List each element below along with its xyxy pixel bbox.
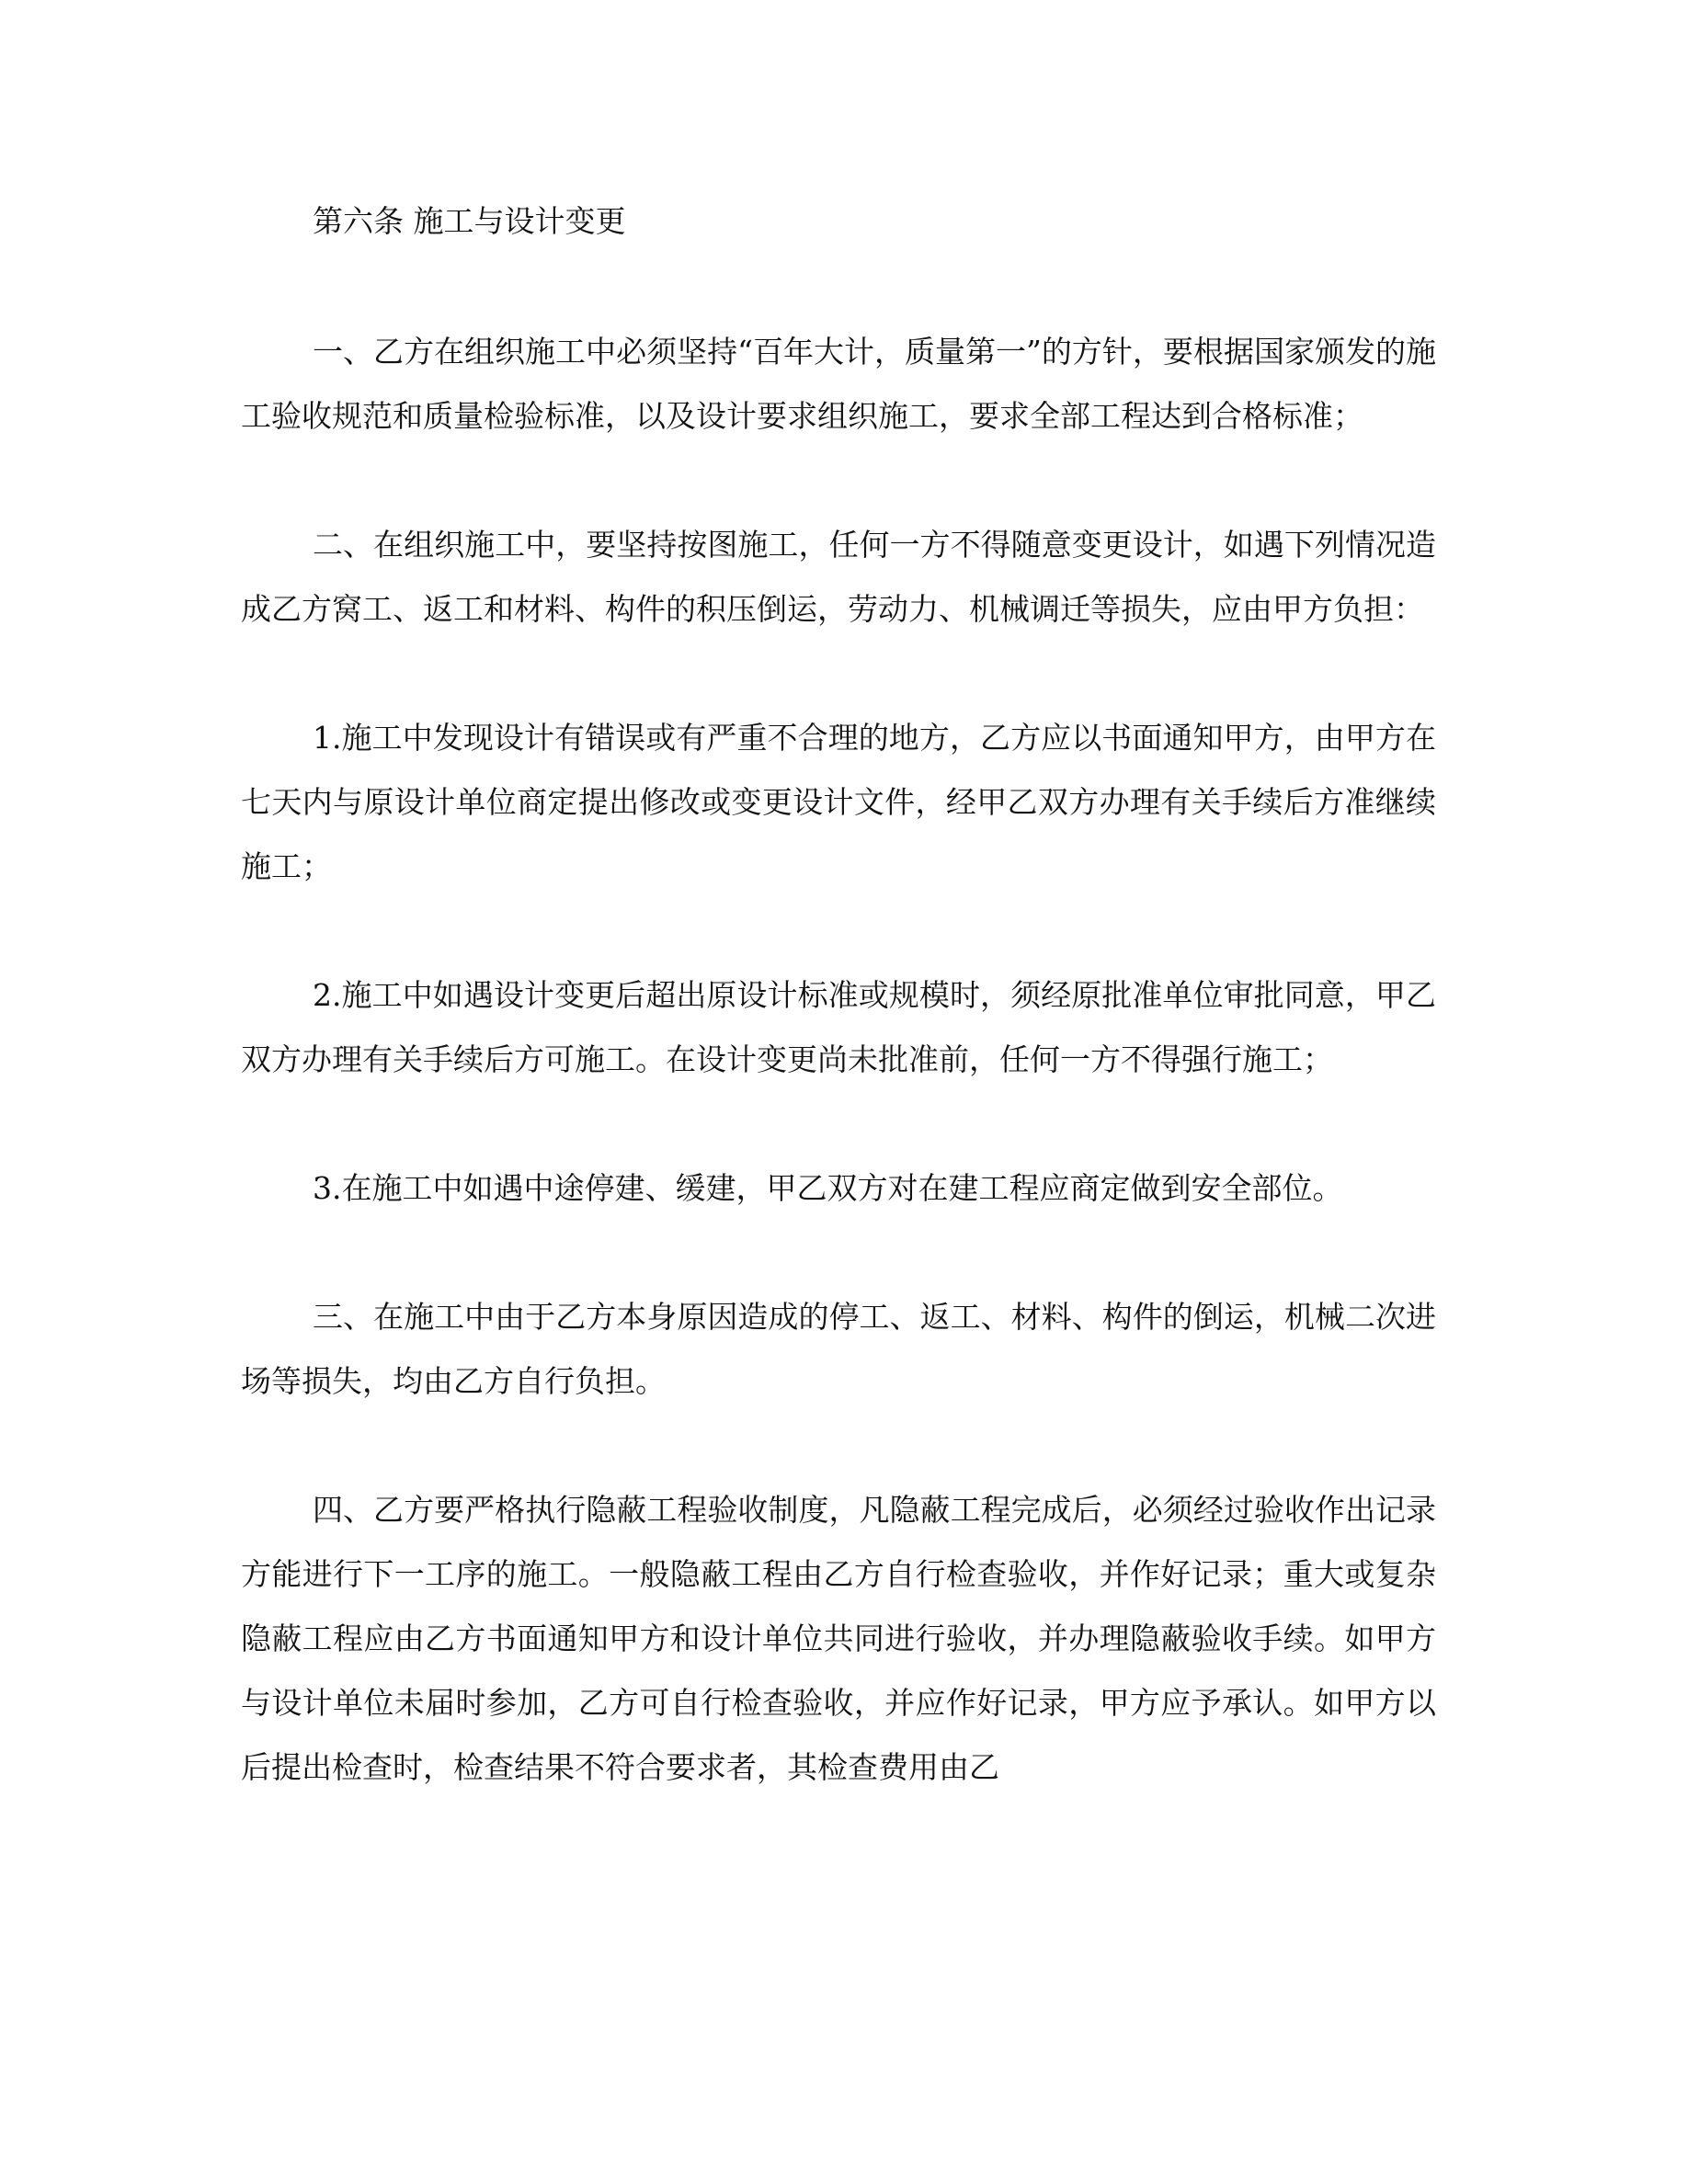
paragraph-2: 二、在组织施工中，要坚持按图施工，任何一方不得随意变更设计，如遇下列情况造成乙方窝工、返工和材料、构件的积压倒运，劳动力、机械调迁等损失，应由甲方负担：: [241, 527, 1436, 627]
paragraph-7: 四、乙方要严格执行隐蔽工程验收制度，凡隐蔽工程完成后，必须经过验收作出记录方能进行下一工序的施工。一般隐蔽工程由乙方自行检查验收，并作好记录；重大或复杂隐蔽工程应由乙方书面通知甲方和设计单位共同进行验收，并办理隐蔽验收手续。如甲方与设计单位未届时参加，乙方可自行检查验收，并应作好记录，甲方应予承认。如甲方以后提出检查时，检查结果不符合要求者，其检查费用由乙: [241, 1492, 1436, 1785]
paragraph-3: 1.施工中发现设计有错误或有严重不合理的地方，乙方应以书面通知甲方，由甲方在七天内与原设计单位商定提出修改或变更设计文件，经甲乙双方办理有关手续后方准继续施工；: [241, 720, 1436, 884]
document-body: [241, 189, 1436, 1800]
article-heading: 第六条 施工与设计变更: [313, 203, 626, 239]
paragraph-6: 三、在施工中由于乙方本身原因造成的停工、返工、材料、构件的倒运，机械二次进场等损失，均由乙方自行负担。: [241, 1299, 1436, 1399]
paragraph-4: 2.施工中如遇设计变更后超出原设计标准或规模时，须经原批准单位审批同意，甲乙双方办理有关手续后方可施工。在设计变更尚未批准前，任何一方不得强行施工；: [241, 977, 1436, 1077]
paragraph-1: 一、乙方在组织施工中必须坚持“百年大计，质量第一”的方针，要根据国家颁发的施工验收规范和质量检验标准，以及设计要求组织施工，要求全部工程达到合格标准；: [241, 334, 1436, 434]
paragraph-5: 3.在施工中如遇中途停建、缓建，甲乙双方对在建工程应商定做到安全部位。: [313, 1170, 1343, 1206]
